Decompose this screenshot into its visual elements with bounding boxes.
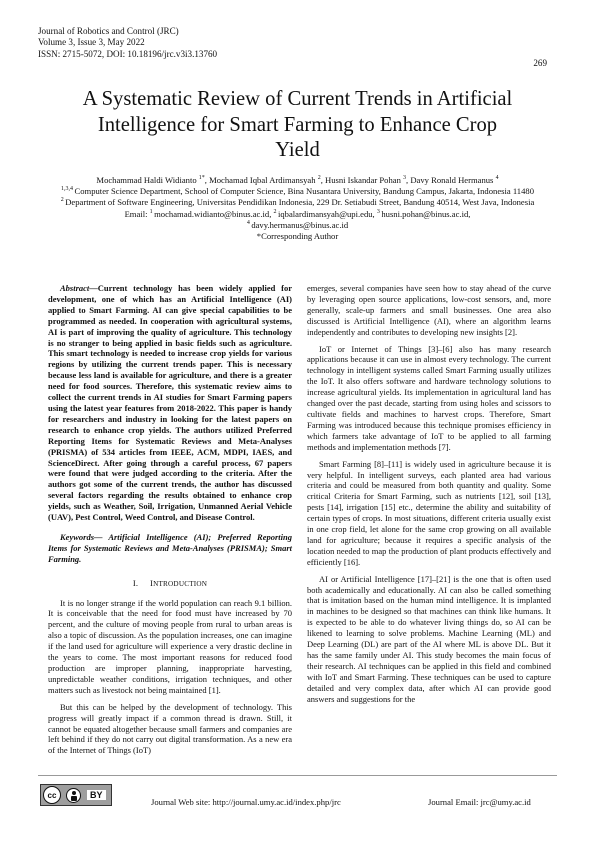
body-paragraph: IoT or Internet of Things [3]–[6] also has many research applications because it can use in almost every technology. The current technology in intelligent systems called Smart Farming usually utilizes the IoT. It also offers software and hardware technology solutions to increase agricultural yields. Its implementation in agricultural land has changed over the past decade, starting from using holes and scissors to cultivate fields and machines to harvest crops. Therefore, Smart Farming was introduced because this technique promises efficiency in which farmers take advantage of IoT to be applied to all farming methods and implementation methods [7]. <box>307 343 551 452</box>
email-address[interactable]: iqbalardimansyah@upi.edu, <box>278 208 377 219</box>
body-paragraph: AI or Artificial Intelligence [17]–[21] is the one that is often used both academically and educationally. AI can also be called something that is imitation based on the human mind intelligence. It is implanted in machines to be designed so that machines can think like humans. It is expected to be able to do whatever living things do, so AI can be likened to learning to solve problems. Machine Learning (ML) and Deep Learning (DL) are part of the AI where ML is above DL. But it has the same family under AI. This study becomes the main focus of their research. AI techniques can be applied in this field and combined with IoT and Smart Farming. These techniques can be used to capture detailed and very complex data, after which AI can provide good answers and suggestions for the <box>307 573 551 704</box>
email-sup: 4 <box>246 219 252 226</box>
journal-name: Journal of Robotics and Control (JRC) <box>38 26 179 36</box>
author-names <box>40 175 555 186</box>
section-heading-introduction <box>48 578 292 590</box>
email-sup: 2 <box>273 208 278 215</box>
author-name: , Mochamad Iqbal Ardimansyah <box>204 175 318 185</box>
email-address[interactable]: husni.pohan@binus.ac.id, <box>381 208 471 219</box>
author-name: , Husni Iskandar Pohan <box>320 175 404 185</box>
creative-commons-icon: cc <box>43 786 61 804</box>
title-line: Yield <box>275 139 320 162</box>
title-line: Intelligence for Smart Farming to Enhance Crop <box>97 113 498 136</box>
cc-by-label: BY <box>87 790 106 800</box>
body-paragraph: Smart Farming [8]–[11] is widely used in agriculture because it is very helpful. In intelligent surveys, each planted area had various criteria and could be measured from both quantity and quality. Some critical Criteria for Smart Farming, such as nutrients [12], soil [13], pests [14], irrigation [15] etc., determine the ability and suitability of certain types of crops. In most situations, different criteria usually exist in one crop field, let alone for the same crop growing on all available land for agriculture; because it requires a specific analysis of the location needed to map the production of plant products effectively and efficiently [16]. <box>307 458 551 567</box>
abstract <box>48 283 292 523</box>
paper-title <box>30 87 565 164</box>
email-sup: 1 <box>149 208 155 215</box>
author-sup: 1* <box>198 175 205 182</box>
journal-website[interactable]: Journal Web site: http://journal.umy.ac.id/index.php/jrc <box>151 797 341 807</box>
volume-issue: Volume 3, Issue 3, May 2022 <box>38 37 145 48</box>
affiliation-2 <box>40 197 555 208</box>
author-sup: 2 <box>317 175 321 182</box>
affiliation-sup: 2 <box>60 197 66 204</box>
section-title-rest: NTRODUCTION <box>153 579 208 588</box>
abstract-label: Abstract <box>60 283 90 293</box>
running-header <box>38 26 217 60</box>
cc-license-badge[interactable] <box>40 784 112 806</box>
corresponding-author: *Corresponding Author <box>256 231 339 242</box>
author-block <box>40 175 555 242</box>
footer-divider <box>38 775 557 776</box>
email-address[interactable]: mochamad.widianto@binus.ac.id, <box>154 208 274 219</box>
body-paragraph: But this can be helped by the development of technology. This progress will greatly impact if a common thread is drawn. Still, it cannot be equated altogether because small farmers and companies are left behind if they do not carry out digital transformation. As a new era of the Internet of Things (IoT) <box>48 701 292 756</box>
abstract-text: —Current technology has been widely applied for development, one of which has an Artificial Intelligence (AI) applied to Smart Farming. AI can give special capabilities to be programmed as needed. In cooperation with agricultural systems, AI is part of improving the quality of agriculture. This technology is no stranger to being applied in basic fields such as agriculture. This smart technology is needed to increase crop yields for various regions by utilizing the current trends paper. This is necessary because less land is available for agriculture, and there is a greater need for food sources. Therefore, this systematic review aims to collect the current trends in AI studies for Smart Farming papers using the latest year features from 2018-2022. This paper is handy for researchers and industry in looking for the latest papers on research to enhance crop yields. The authors utilized Preferred Reporting Items for Systematic Reviews and Meta-Analyses (PRISMA) of 534 articles from IEEE, ACM, MDPI, IAES, and ScienceDirect. After going through a careful process, 67 papers were found that were judged according to the criteria. After the authors got some of the current trends, the author has discussed several factors regarding the results obtained to enhance crop yields, such as Weather, Soil, Irrigation, Unmanned Aerial Vehicle (UAV), Pest Control, Weed Control, and Disease Control. <box>48 283 292 523</box>
email-label: Email: <box>124 208 150 219</box>
affiliation-text: Computer Science Department, School of Computer Science, Bina Nusantara University, Bandung Campus, Jakarta, Indonesia 11480 <box>74 186 534 197</box>
body-paragraph: It is no longer strange if the world population can reach 9.1 billion. It is conceivable that the need for food must have increased by 70 percent, and the culture of moving people from rural to urban areas is also a topic of discussion. As the population increases, one can imagine if the land used for agriculture will experience a very drastic decline in the years to come. The most important reasons for reduced food production are improper planning, inappropriate harvesting, unpredictable weather conditions, irrigation techniques, and other matters such as livestock not being maintained [1]. <box>48 597 292 695</box>
right-column <box>307 283 551 705</box>
author-name: Mochammad Haldi Widianto <box>96 175 199 185</box>
affiliation-text: Department of Software Engineering, Universitas Pendidikan Indonesia, 229 Dr. Setiabudi Street, Bandung 40514, West Java, Indonesia <box>65 197 535 208</box>
journal-email[interactable]: Journal Email: jrc@umy.ac.id <box>428 797 531 807</box>
author-name: , Davy Ronald Hermanus <box>406 175 496 185</box>
section-initial: I <box>150 577 154 588</box>
title-line: A Systematic Review of Current Trends in Artificial <box>82 88 513 110</box>
page-number: 269 <box>533 58 547 68</box>
body-paragraph: emerges, several companies have seen how to stay ahead of the curve by leveraging open source applications, low-cost sensors, and, more generally, scale-up farmers and small businesses. One area also discussed is Artificial Intelligence (AI), where an algorithm learns independently and contributes to developing new insights [2]. <box>307 283 551 337</box>
author-sup: 3 <box>403 175 407 182</box>
email-line-1 <box>40 209 555 220</box>
email-line-2 <box>40 220 555 231</box>
attribution-person-icon <box>66 788 81 803</box>
keywords: Keywords— Artificial Intelligence (AI); Preferred Reporting Items for Systematic Reviews and Meta-Analyses (PRISMA); Smart Farming. <box>48 531 292 564</box>
email-address[interactable]: davy.hermanus@binus.ac.id <box>251 219 349 230</box>
author-sup: 4 <box>495 175 499 182</box>
left-column <box>48 283 292 756</box>
affiliation-sup: 1,3,4 <box>61 186 75 193</box>
issn-doi: ISSN: 2715-5072, DOI: 10.18196/jrc.v3i3.13760 <box>38 48 218 59</box>
affiliation-1 <box>40 186 555 197</box>
email-sup: 3 <box>376 208 382 215</box>
section-numeral: I. <box>132 577 139 588</box>
